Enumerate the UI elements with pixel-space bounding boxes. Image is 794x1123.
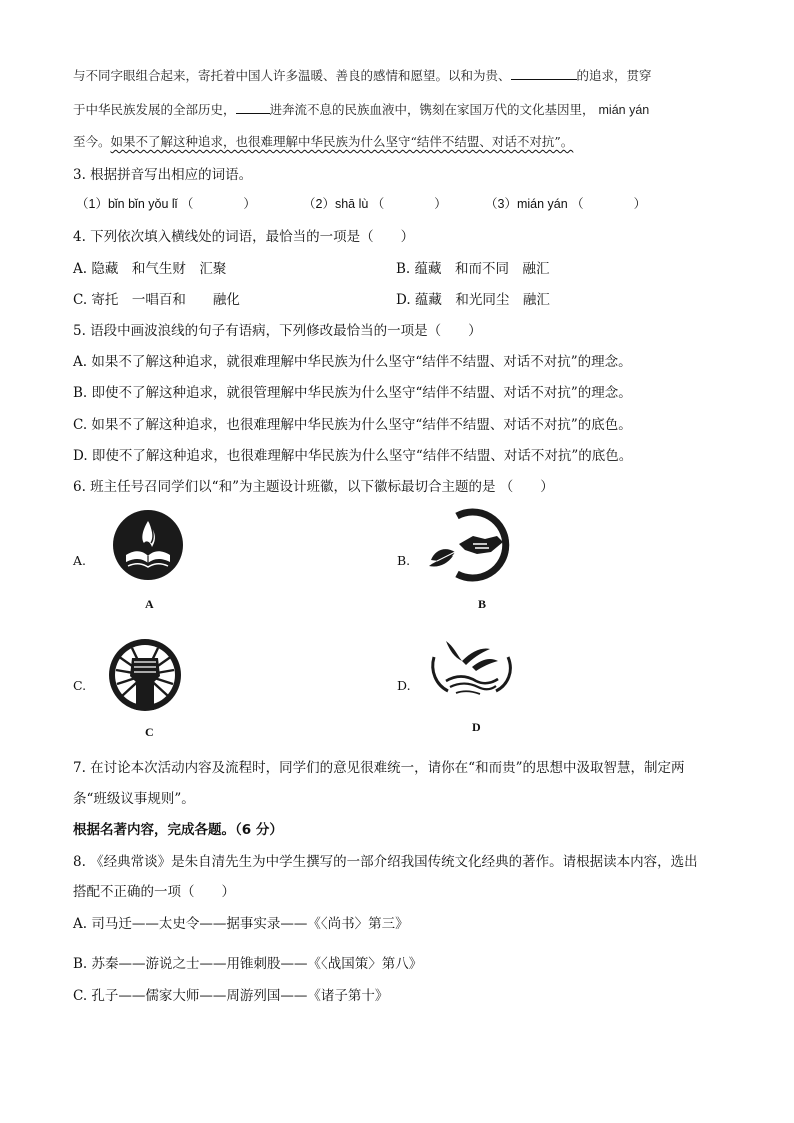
q5-option-b: B. 即使不了解这种追求，就很管理解中华民族为什么坚守“结伴不结盟、对话不对抗”的理念。 [73, 385, 632, 401]
q4-option-d: D. 蕴藏 和光同尘 融汇 [396, 292, 550, 308]
passage-text: 的追求，贯穿 [576, 68, 652, 83]
q8-option-a: A. 司马迁——太史令——据事实录——《〈尚书〉第三》 [73, 916, 409, 932]
q6-label-d: D. [397, 678, 411, 693]
passage-line-2 [73, 100, 649, 118]
q6-caption-c: C [145, 725, 154, 739]
q3-item-1: （1）bǐn bǐn yǒu lǐ （ ） [76, 197, 256, 211]
q8-option-c: C. 孔子——儒家大师——周游列国——《诸子第十》 [73, 988, 389, 1004]
q6-caption-b: B [478, 597, 487, 611]
q3-stem: 3. 根据拼音写出相应的词语。 [73, 167, 253, 183]
q8-line-1: 8. 《经典常谈》是朱自清先生为中学生撰写的一部介绍我国传统文化经典的著作。请根据读本内容，选出 [73, 854, 698, 870]
q4-stem: 4. 下列依次填入横线处的词语，最恰当的一项是（ ） [73, 229, 415, 245]
passage-text: 与不同字眼组合起来，寄托着中国人许多温暖、善良的感情和愿望。以和为贵、 [73, 68, 511, 83]
q4-option-b: B. 蕴藏 和而不同 融汇 [396, 261, 550, 277]
blank-1 [511, 79, 577, 80]
pinyin-mian-yan: mián yán [598, 103, 650, 117]
q6-label-c: C. [73, 678, 87, 693]
dove-waves-icon[interactable] [428, 637, 516, 701]
q7-line-1: 7. 在讨论本次活动内容及流程时，同学们的意见很难统一，请你在“和而贵”的思想中汲取智慧，制定两 [73, 760, 685, 776]
handshake-icon[interactable] [425, 508, 521, 582]
wavy-sentence: 如果不了解这种追求，也很难理解中华民族为什么坚守“结伴不结盟、对话不对抗”。 [110, 134, 574, 149]
q4-option-a: A. 隐藏 和气生财 汇聚 [73, 261, 227, 277]
q6-label-a: A. [73, 553, 87, 568]
passage-line-1 [73, 66, 652, 84]
passage-text: 至今。 [73, 134, 111, 149]
q5-option-d: D. 即使不了解这种追求，也很难理解中华民族为什么坚守“结伴不结盟、对话不对抗”的底色。 [73, 448, 633, 464]
q8-line-2: 搭配不正确的一项（ ） [73, 884, 235, 900]
q3-item-3: （3）mián yán （ ） [485, 197, 647, 211]
q7-line-2: 条“班级议事规则”。 [73, 791, 195, 807]
passage-text: 于中华民族发展的全部历史， [73, 102, 236, 117]
q5-option-c: C. 如果不了解这种追求，也很难理解中华民族为什么坚守“结伴不结盟、对话不对抗”的底色。 [73, 417, 632, 433]
passage-text: 进奔流不息的民族血液中，镌刻在家国万代的文化基因里， [269, 102, 595, 117]
section-heading: 根据名著内容，完成各题。（6 分） [73, 822, 283, 838]
raised-fist-icon[interactable] [106, 636, 184, 714]
q5-option-a: A. 如果不了解这种追求，就很难理解中华民族为什么坚守“结伴不结盟、对话不对抗”的理念。 [73, 354, 632, 370]
blank-2 [236, 113, 270, 114]
q8-option-b: B. 苏秦——游说之士——用锥刺股——《〈战国策〉第八》 [73, 956, 423, 972]
q5-stem: 5. 语段中画波浪线的句子有语病，下列修改最恰当的一项是（ ） [73, 323, 482, 339]
q6-stem: 6. 班主任号召同学们以“和”为主题设计班徽，以下徽标最切合主题的是 （ ） [73, 479, 554, 495]
q6-caption-d: D [472, 720, 481, 734]
q6-caption-a: A [145, 597, 154, 611]
q4-option-c: C. 寄托 一唱百和 融化 [73, 292, 240, 308]
q6-label-b: B. [397, 553, 411, 568]
flame-book-icon[interactable] [110, 507, 186, 583]
passage-line-3 [73, 132, 573, 150]
q3-item-2: （2）shā lù （ ） [303, 197, 447, 211]
